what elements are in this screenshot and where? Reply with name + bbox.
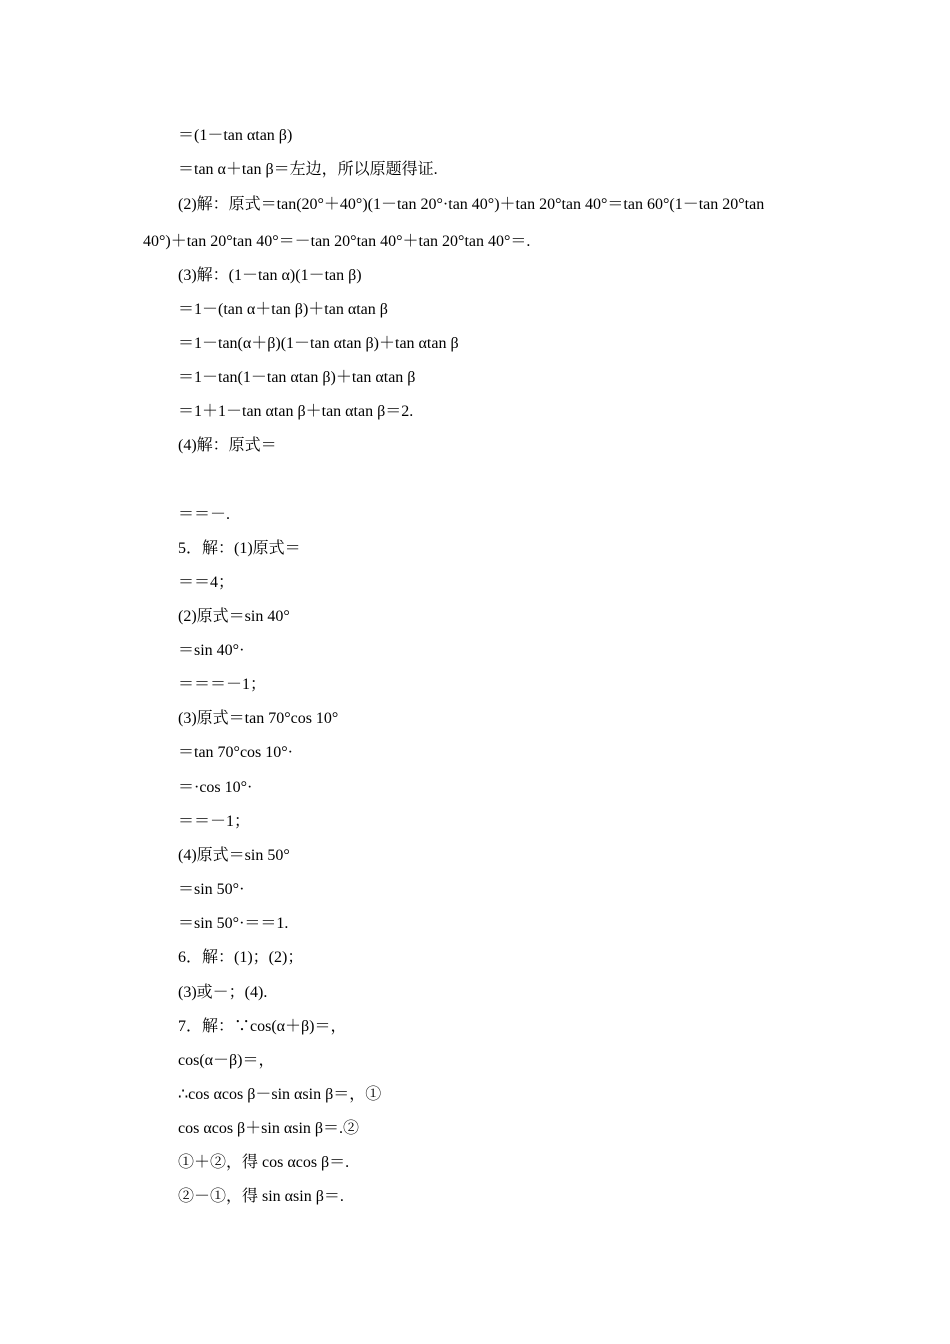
text-line: 7．解：∵cos(α＋β)＝， — [178, 1018, 347, 1035]
text-line: 6．解：(1)；(2)； — [178, 949, 304, 966]
text-line: ＝1－(tan α＋tan β)＋tan αtan β — [178, 301, 388, 318]
text-line: ＝＝4； — [178, 574, 235, 591]
text-line: ＝sin 50°· — [178, 881, 245, 898]
text-line: ＝＝－1； — [178, 813, 251, 830]
text-line: 40°)＋tan 20°tan 40°＝－tan 20°tan 40°＋tan 20°tan 40°＝. — [143, 233, 531, 250]
text-line: (4)解：原式＝ — [178, 437, 277, 454]
text-line: ①＋②，得 cos αcos β＝. — [178, 1154, 350, 1171]
text-line: ＝·cos 10°· — [178, 779, 253, 796]
text-line: ＝tan α＋tan β＝左边，所以原题得证. — [178, 161, 438, 178]
text-line: ＝1－tan(1－tan αtan β)＋tan αtan β — [178, 369, 416, 386]
text-line: (2)原式＝sin 40° — [178, 608, 290, 625]
text-line: ∴cos αcos β－sin αsin β＝，① — [178, 1086, 382, 1103]
text-line: (3)或－；(4). — [178, 984, 268, 1001]
text-line: ＝＝－. — [178, 506, 231, 523]
text-line: cos(α－β)＝， — [178, 1052, 275, 1069]
text-line: ＝tan 70°cos 10°· — [178, 744, 294, 761]
text-line: ＝sin 50°·＝＝1. — [178, 915, 289, 932]
text-line: (2)解：原式＝tan(20°＋40°)(1－tan 20°·tan 40°)＋tan 20°tan 40°＝tan 60°(1－tan 20°tan — [178, 196, 765, 213]
text-line: (3)解：(1－tan α)(1－tan β) — [178, 267, 362, 284]
text-line: ＝(1－tan αtan β) — [178, 127, 293, 144]
text-line: ②－①，得 sin αsin β＝. — [178, 1188, 344, 1205]
text-line: cos αcos β＋sin αsin β＝.② — [178, 1120, 360, 1137]
text-line: ＝＝＝－1； — [178, 676, 267, 693]
text-line: ＝sin 40°· — [178, 642, 245, 659]
text-line: ＝1－tan(α＋β)(1－tan αtan β)＋tan αtan β — [178, 335, 459, 352]
text-line: 5．解：(1)原式＝ — [178, 540, 301, 557]
text-line: (3)原式＝tan 70°cos 10° — [178, 710, 339, 727]
text-line: ＝1＋1－tan αtan β＋tan αtan β＝2. — [178, 403, 414, 420]
text-line: (4)原式＝sin 50° — [178, 847, 290, 864]
